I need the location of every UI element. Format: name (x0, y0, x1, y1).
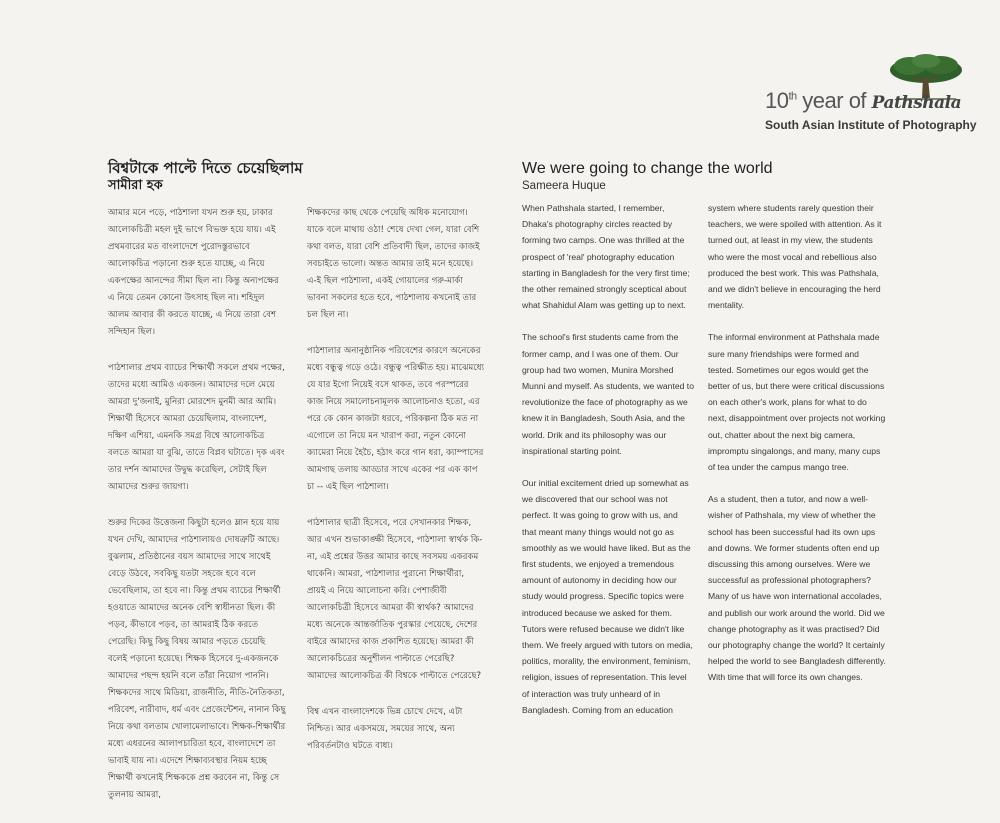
english-title: We were going to change the world (522, 160, 773, 177)
paragraph: শুরুর দিকের উত্তেজনা কিছুটা হলেও ম্লান হয়ে যায় যখন দেখি, আমাদের পাঠশালায়ও দোষত্রুটি আছে। বুঝলাম, প্রতিষ্ঠানের বয়স আমাদের সাথে সাথেই বেড়ে উঠবে, সবকিছু যতটা সহজে হবে বলে ভেবেছিলাম, তা হবে না। কিন্তু প্রথম ব্যাচের শিক্ষার্থী হওয়াতে আমাদের অনেক বেশি স্বাধীনতা ছিল। কী পড়ব, কীভাবে পড়ব, তা আমরাই ঠিক করতে পেরেছি। কিছু কিছু বিষয় আমার পড়তে চেয়েছি বলেই পড়ানো হয়েছে। শিক্ষক হিসেবে দু-একজনকে আমাদের পছন্দ হয়নি বলে তাঁরা নিয়োগ পাননি। শিক্ষকদের সাথে মিডিয়া, রাজনীতি, নীতি-নৈতিকতা, পরিবেশ, নারীবাদ, ধর্ম এবং প্রেজেন্টেশন, নানান কিছু নিয়ে কথা বলতাম খোলামেলাভাবে। শিক্ষক-শিক্ষার্থীর মধ্যে এধরনের আলাপচারিতা হবে, বাংলাদেশে তা ভাবাই যায় না। এদেশে শিক্ষাব্যবস্থার নিয়ম হচ্ছে শিক্ষার্থী কখনোই শিক্ষককে প্রশ্ন করবেন না, কিন্তু সে তুলনায় আমরা, (108, 518, 286, 800)
bangla-author: সামীরা হক (108, 178, 163, 193)
bangla-title: বিশ্বটাকে পাল্টে দিতে চেয়েছিলাম (108, 159, 303, 177)
english-column-2 (708, 200, 886, 702)
paragraph: শিক্ষকদের কাছ থেকে পেয়েছি অধিক মনোযোগ। যাকে বলে মাথায় ওঠা! শেষে দেখা গেল, যারা বেশি কথা বলত, যারা বেশি প্রতিবাদী ছিল, তাদের কাজই সবচাইতে ভালো। অন্তত আমার তাই মনে হয়েছে। এ-ই ছিল পাঠশালা, একই গোয়ালের গরু-মার্কা ভাবনা সকলের হতে হবে, পাঠশালায় কখনোই তার চল ছিল না। (307, 208, 480, 320)
paragraph: পাঠশালার প্রথম ব্যাচের শিক্ষার্থী সকলে প্রথম পক্ষের, তাদের মধ্যে আমিও একজন। আমাদের দলে মেয়ে আমরা দু'জনাই, মুনিরা মোরশেদ মুনমী আর আমি। শিক্ষার্থী হিসেবে আমরা চেয়েছিলাম, বাংলাদেশ, দক্ষিণ এশিয়া, এমনকি সমগ্র বিশ্বে আলোকচিত্র বলতে আমরা যা বুঝি, তাতে বিপ্লব ঘটাতে। দৃক এবং তার দর্শন আমাদের উদ্বুদ্ধ করেছিল, সেটাই ছিল আমাদের শুরুর জায়গা। (108, 363, 285, 492)
anniversary-tagline: 10th year of Pathshala (765, 88, 962, 113)
paragraph: আমার মনে পড়ে, পাঠশালা যখন শুরু হয়, ঢাকার আলোকচিত্রী মহল দুই ভাগে বিভক্ত হয়ে যায়। এই প্রথমবারের মত বাংলাদেশে পুরোদস্তুরভাবে আলোকচিত্র পড়ানো শুরু হতে যাচ্ছে, এ নিয়ে একপক্ষের আনন্দের সীমা ছিল না। কিন্তু অন্যপক্ষের এ নিয়ে তেমন কোনো উৎসাহ ছিল না। শহিদুল আলম আবার কী করতে যাচ্ছে, এ নিয়ে তারা বেশ সন্দিহান ছিল। (108, 208, 279, 337)
paragraph: পাঠশালার ছাত্রী হিসেবে, পরে সেখানকার শিক্ষক, আর এখন শুভাকাঙ্ক্ষী হিসেবে, পাঠশালা স্বার্থক কি-না, এই প্রশ্নের উত্তর আমার কাছে সবসময় একরকম থাকেনি। আমরা, পাঠশালার পুরানো শিক্ষার্থীরা, প্রায়ই এ নিয়ে আলোচনা করি। পেশাজীবী আলোকচিত্রী হিসেবে আমরা কী স্বার্থক? আমাদের মধ্যে অনেকে আন্তর্জাতিক পুরস্কার পেয়েছে, দেশের বাইরে আমাদের কাজ প্রকাশিত হয়েছে। আমরা কী আলোকচিত্রের অনুশীলন পাল্টাতে পেরেছি? আমাদের আলোকচিত্র কী বিশ্বকে পাল্টাতে পেরেছে? (307, 518, 483, 681)
paragraph: The school's first students came from the former camp, and I was one of them. Our group had two women, Munira Morshed Munni and myself. As students, we wanted to revolutionize the face of photography as we knew it in Bangladesh, South Asia, and the world. Drik and its philosophy was our inspirational starting point. (522, 332, 694, 456)
paragraph: As a student, then a tutor, and now a well-wisher of Pathshala, my view of whether the school has been successful had its own ups and downs. We former students often end up discussing this among ourselves. Were we successful as professional photographers? Many of us have won international accolades, and publish our work around the world. Did we change photography as it was practised? Did our photography change the world? It certainly helped the world to see Bangladesh differently. With time that will force its own changes. (708, 494, 886, 683)
paragraph: The informal environment at Pathshala made sure many friendships were formed and tested. Sometimes our egos would get the better of us, but there were critical discussions on each other's work, plans for what to do next, disappointment over projects not working out, chatter about the next big camera, impromptu singalongs, and many, many cups of tea under the campus mango tree. (708, 332, 886, 473)
paragraph: পাঠশালার অনানুষ্ঠানিক পরিবেশের কারণে অনেকের মধ্যে বন্ধুত্ব গড়ে ওঠে। বন্ধুত্ব পরিক্ষীত হয়। মাঝেমধ্যে যে যার ইগো নিয়েই বসে থাকত, তবে পরস্পরের কাজ নিয়ে সমালোচনামূলক আলোচনাও হতো, এর পরে কে কোন কাজটা ধরবে, পরিকল্পনা ঠিক মত না এগোলে তা নিয়ে মন খারাপ করা, নতুন কোনো ক্যামেরা নিয়ে হৈচৈ, হঠাৎ করে গান ধরা, ক্যাম্পাসের আমগাছ তলায় আড্ডার সাথে একের পর এক কাপ চা -- এই ছিল পাঠশালা। (307, 346, 485, 492)
brand-logotype: Pathshala (871, 93, 962, 113)
english-column-1 (522, 200, 694, 734)
bangla-column-2 (307, 205, 485, 774)
english-author: Sameera Huque (522, 180, 606, 192)
bangla-column-1 (108, 205, 286, 823)
paragraph: system where students rarely question their teachers, we were spoiled with attention. As it turned out, at least in my view, the students who were the most vocal and rebellious also produced the best work. This was Pathshala, and we didn't believe in encouraging the herd mentality. (708, 203, 882, 311)
paragraph: Our initial excitement dried up somewhat as we discovered that our school was not perfect. It was going to grow with us, and that meant many things would not go as smoothly as we would have liked. But as the first students, we enjoyed a tremendous amount of autonomy in deciding how our study would progress. Specific topics were introduced because we asked for them. Tutors were refused because we didn't like them. We freely argued with tutors on media, politics, morality, the environment, feminism, religion, issues of representation. This level of interaction was truly unheard of in Bangladesh. Coming from an education (522, 478, 693, 715)
paragraph: When Pathshala started, I remember, Dhaka's photography circles reacted by forming two camps. One was thrilled at the prospect of 'real' photography education starting in Bangladesh for the very first time; the other remained strongly sceptical about what Shahidul Alam was getting up to next. (522, 203, 690, 311)
paragraph: বিশ্ব এখন বাংলাদেশকে ভিন্ন চোখে দেখে, এটা নিশ্চিত। আর একসময়ে, সময়ের সাথে, অন্য পরিবর্তনটাও ঘটতে বাধ্য। (307, 707, 463, 751)
institute-name: South Asian Institute of Photography (765, 118, 977, 132)
